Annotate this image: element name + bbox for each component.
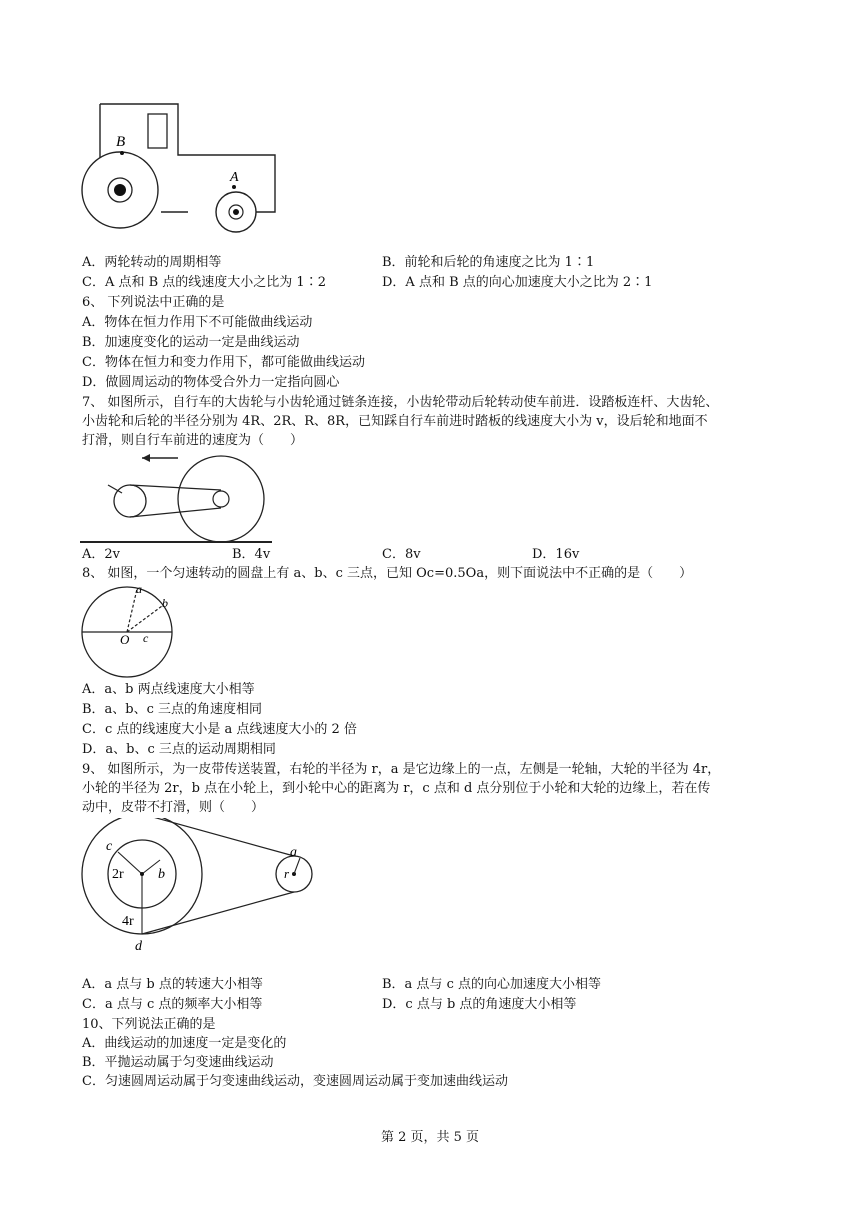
q9-option-c: C．a 点与 c 点的频率大小相等 — [82, 997, 263, 1012]
q10-option-a: A．曲线运动的加速度一定是变化的 — [82, 1036, 287, 1051]
q7-stem-3: 打滑，则自行车前进的速度为（ ） — [82, 433, 304, 448]
q9-stem-1: 9、 如图所示，为一皮带传送装置，右轮的半径为 r，a 是它边缘上的一点，左侧是一轮轴，大轮的半径为 4r， — [82, 762, 721, 777]
q7-option-b: B．4v — [232, 547, 271, 562]
q8-option-c: C．c 点的线速度大小是 a 点线速度大小的 2 倍 — [82, 722, 357, 737]
q8-option-b: B．a、b、c 三点的角速度相同 — [82, 702, 263, 717]
disk-label-b: b — [162, 596, 168, 610]
q6-stem: 6、 下列说法中正确的是 — [82, 295, 225, 310]
belt-label-b: b — [158, 867, 165, 882]
q7-stem-2: 小齿轮和后轮的半径分别为 4R、2R、R、8R，已知踩自行车前进时踏板的线速度大小为 v，设后轮和地面不 — [82, 414, 708, 429]
q6-option-d: D．做圆周运动的物体受合外力一定指向圆心 — [82, 375, 340, 390]
q9-stem-3: 动中，皮带不打滑，则（ ） — [82, 800, 265, 815]
disk-figure — [80, 584, 180, 680]
q5-option-d: D．A 点和 B 点的向心加速度大小之比为 2∶1 — [382, 275, 653, 290]
disk-label-c: c — [143, 631, 149, 645]
q8-stem: 8、 如图，一个匀速转动的圆盘上有 a、b、c 三点，已知 Oc=0.5Oa，则下面说法中不正确的是（ ） — [82, 566, 693, 581]
q6-option-b: B．加速度变化的运动一定是曲线运动 — [82, 335, 300, 350]
belt-label-c: c — [106, 839, 113, 854]
disk-label-a: a — [136, 584, 142, 596]
q5-option-a: A．两轮转动的周期相等 — [82, 255, 222, 270]
bicycle-figure — [80, 452, 280, 544]
label-A: A — [230, 170, 239, 185]
q7-stem-1: 7、 如图所示，自行车的大齿轮与小齿轮通过链条连接，小齿轮带动后轮转动使车前进．设踏板连杆、大齿轮、 — [82, 395, 719, 410]
q10-option-c: C．匀速圆周运动属于匀变速曲线运动，变速圆周运动属于变加速曲线运动 — [82, 1074, 508, 1089]
belt-label-a: a — [290, 845, 297, 860]
belt-label-2r: 2r — [112, 867, 124, 882]
tractor-figure — [78, 100, 298, 240]
q9-option-d: D．c 点与 b 点的角速度大小相等 — [382, 997, 577, 1012]
q8-option-d: D．a、b、c 三点的运动周期相同 — [82, 742, 276, 757]
disk-label-o: O — [120, 632, 130, 647]
q10-option-b: B．平抛运动属于匀变速曲线运动 — [82, 1055, 274, 1070]
q9-option-a: A．a 点与 b 点的转速大小相等 — [82, 977, 263, 992]
page-footer: 第 2 页，共 5 页 — [380, 1130, 480, 1145]
belt-label-4r: 4r — [122, 914, 134, 929]
q9-option-b: B．a 点与 c 点的向心加速度大小相等 — [382, 977, 601, 992]
q8-option-a: A．a、b 两点线速度大小相等 — [82, 682, 255, 697]
q9-stem-2: 小轮的半径为 2r，b 点在小轮上，到小轮中心的距离为 r，c 点和 d 点分别位于小轮和大轮的边缘上，若在传 — [82, 781, 711, 796]
q7-option-c: C．8v — [382, 547, 421, 562]
q10-stem: 10、下列说法正确的是 — [82, 1017, 216, 1032]
q5-option-c: C．A 点和 B 点的线速度大小之比为 1∶2 — [82, 275, 326, 290]
belt-label-d: d — [135, 939, 142, 954]
q7-option-d: D．16v — [532, 547, 580, 562]
q6-option-a: A．物体在恒力作用下不可能做曲线运动 — [82, 315, 313, 330]
q7-option-a: A．2v — [82, 547, 121, 562]
belt-label-r: r — [284, 866, 290, 881]
q5-option-b: B．前轮和后轮的角速度之比为 1∶1 — [382, 255, 595, 270]
belt-figure — [78, 818, 322, 968]
q6-option-c: C．物体在恒力和变力作用下，都可能做曲线运动 — [82, 355, 365, 370]
label-B: B — [116, 134, 126, 150]
